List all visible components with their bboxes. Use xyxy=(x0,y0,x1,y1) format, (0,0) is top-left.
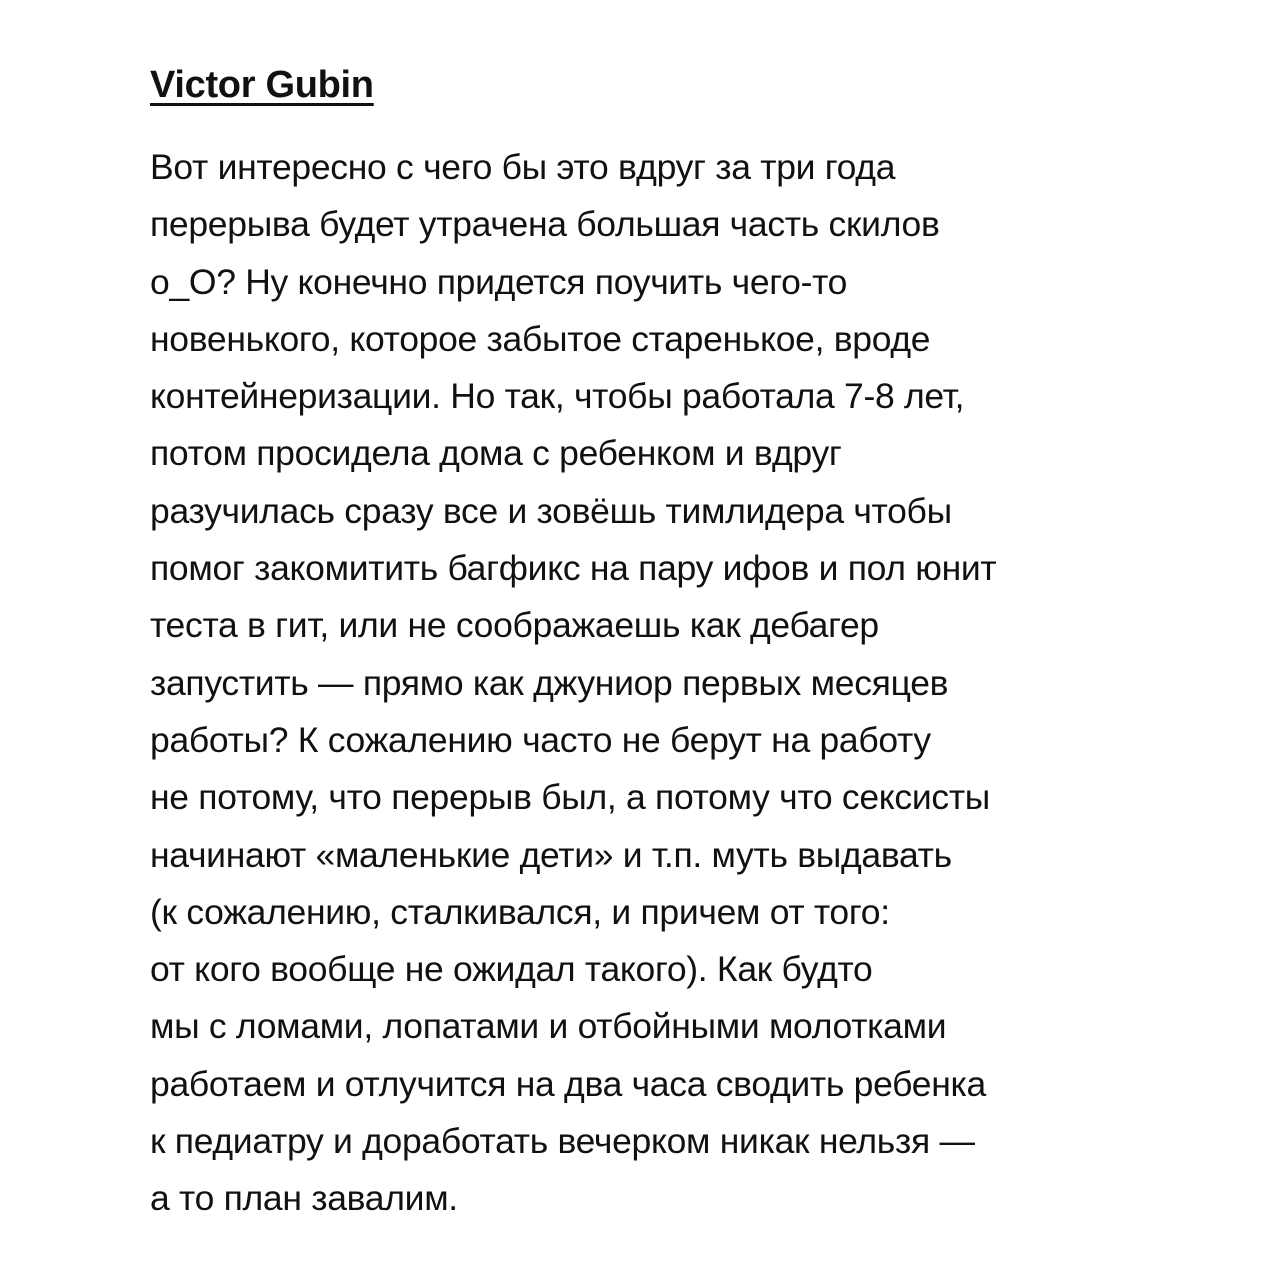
comment-line: контейнеризации. Но так, чтобы работала 7-8 лет, xyxy=(150,376,965,417)
comment-line: запустить — прямо как джуниор первых месяцев xyxy=(150,662,949,703)
comment-line: мы с ломами, лопатами и отбойными молотками xyxy=(150,1006,947,1047)
comment-line: работаем и отлучится на два часа сводить ребенка xyxy=(150,1063,986,1104)
comment-line: потом просидела дома с ребенком и вдруг xyxy=(150,433,842,474)
comment-line: к педиатру и доработать вечерком никак нельзя — xyxy=(150,1121,975,1162)
comment-line: Вот интересно с чего бы это вдруг за три года xyxy=(150,147,896,187)
comment-line: новенького, которое забытое старенькое, вроде xyxy=(150,318,931,359)
author-name-link[interactable]: Victor Gubin xyxy=(150,64,374,106)
comment-line: работы? К сожалению часто не берут на работу xyxy=(150,719,931,760)
comment-line: теста в гит, или не соображаешь как дебагер xyxy=(150,605,879,646)
comment-line: разучилась сразу все и зовёшь тимлидера чтобы xyxy=(150,490,952,531)
comment-line: от кого вообще не ожидал такого). Как будто xyxy=(150,949,873,990)
comment-line: а то план завалим. xyxy=(150,1178,458,1219)
comment-text xyxy=(150,139,1150,1228)
comment-line: не потому, что перерыв был, а потому что сексисты xyxy=(150,777,991,818)
comment-line: помог закомитить багфикс на пару ифов и пол юнит xyxy=(150,548,997,589)
comment-line: перерыва будет утрачена большая часть скилов xyxy=(150,204,940,245)
comment-line: (к сожалению, сталкивался, и причем от того: xyxy=(150,891,890,932)
comment-line: о_О? Ну конечно придется поучить чего-то xyxy=(150,261,848,302)
comment-line: начинают «маленькие дети» и т.п. муть выдавать xyxy=(150,834,952,875)
